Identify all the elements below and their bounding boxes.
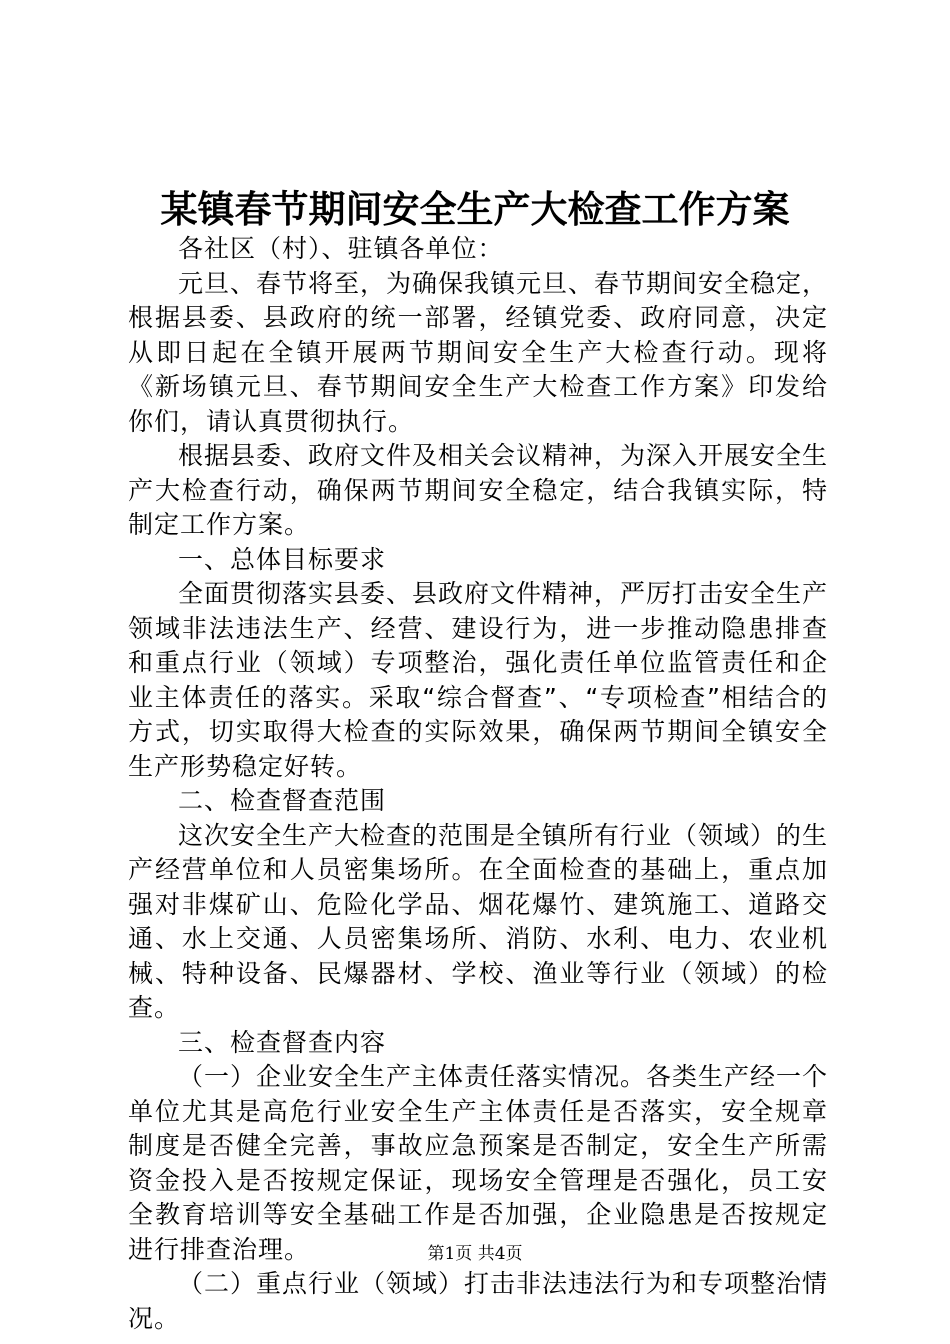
section-heading-1: 一、总体目标要求 [178,544,387,574]
section-heading-2: 二、检查督查范围 [178,786,387,815]
page-footer: 第1页 共4页 [427,1244,523,1264]
section-heading-3: 三、检查督查内容 [178,1027,387,1057]
salutation-paragraph: 各社区（村）、驻镇各单位： [178,234,504,263]
section-1-paragraph: 全面贯彻落实县委、县政府文件精神，严厉打击安全生产领域非法违法生产、经营、建设行为，进一步推动隐患排查和重点行业（领域）专项整治，强化责任单位监管责任和企业主体责任的落实。采取“综合督查”、“专项检查”相结合的方式，切实取得大检查的实际效果，确保两节期间全镇安全生产形势稳定好转。 [128,579,829,781]
section-3-item-1: （一）企业安全生产主体责任落实情况。各类生产经一个单位尤其是高危行业安全生产主体责任是否落实，安全规章制度是否健全完善，事故应急预案是否制定，安全生产所需资金投入是否按规定保证，现场安全管理是否强化，员工安全教育培训等安全基础工作是否加强，企业隐患是否按规定进行排查治理。 [128,1062,829,1264]
intro-paragraph: 元旦、春节将至，为确保我镇元旦、春节期间安全稳定，根据县委、县政府的统一部署，经镇党委、政府同意，决定从即日起在全镇开展两节期间安全生产大检查行动。现将《新场镇元旦、春节期间安全生产大检查工作方案》印发给你们，请认真贯彻执行。 [128,268,829,436]
document-title: 某镇春节期间安全生产大检查工作方案 [160,187,790,231]
document-body [128,232,828,1336]
section-3-item-2: （二）重点行业（领域）打击非法违法行为和专项整治情况。 [128,1269,829,1333]
section-2-paragraph: 这次安全生产大检查的范围是全镇所有行业（领域）的生产经营单位和人员密集场所。在全面检查的基础上，重点加强对非煤矿山、危险化学品、烟花爆竹、建筑施工、道路交通、水上交通、人员密集场所、消防、水利、电力、农业机械、特种设备、民爆器材、学校、渔业等行业（领域）的检查。 [128,820,829,1022]
basis-paragraph: 根据县委、政府文件及相关会议精神，为深入开展安全生产大检查行动，确保两节期间安全稳定，结合我镇实际，特制定工作方案。 [128,441,829,539]
